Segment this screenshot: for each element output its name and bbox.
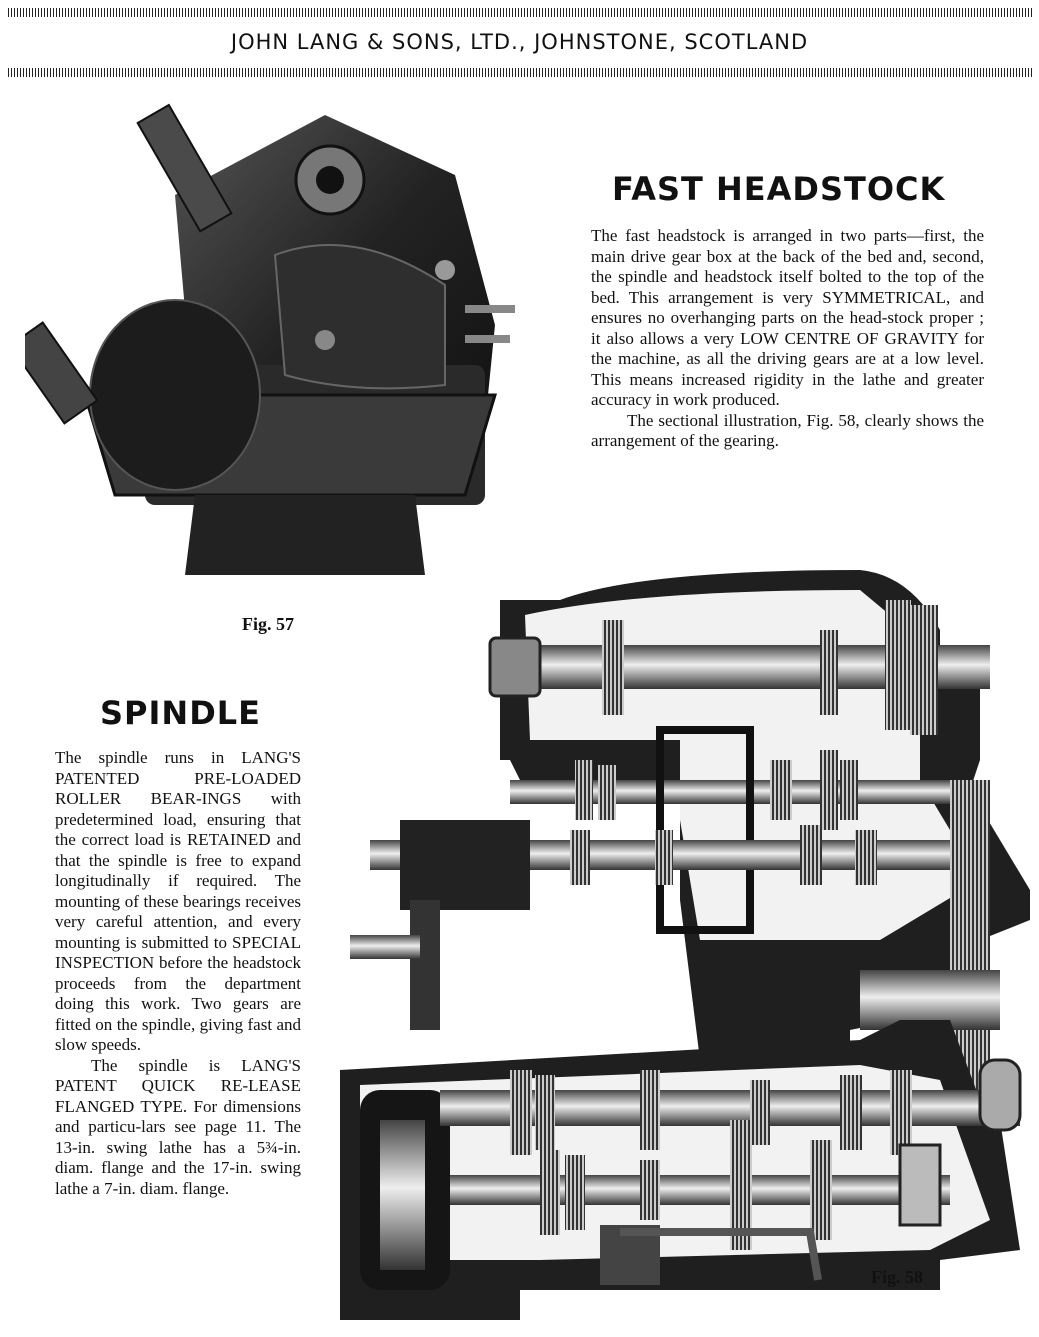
spindle-text (55, 748, 301, 1199)
fast-headstock-heading: FAST HEADSTOCK (612, 170, 946, 208)
fast-headstock-paragraph: The sectional illustration, Fig. 58, clearly shows the arrangement of the gearing. (591, 410, 984, 450)
page-header-title: JOHN LANG & SONS, LTD., JOHNSTONE, SCOTLAND (230, 30, 809, 54)
fast-headstock-paragraph: The fast headstock is arranged in two parts—first, the main drive gear box at the back of the bed and, second, the spindle and headstock itself bolted to the top of the bed. This arrangement is very SYMMETRICAL, and ensures no overhanging parts on the head-stock proper ; it also allows a very LOW CENTRE OF GRAVITY for the machine, as all the driving gears are at a low level. This means increased rigidity in the lathe and greater accuracy in work produced. (591, 226, 984, 409)
fast-headstock-text (591, 226, 984, 452)
spindle-heading: SPINDLE (100, 694, 261, 732)
fig57-caption: Fig. 57 (242, 614, 294, 634)
spindle-paragraph: The spindle is LANG'S PATENT QUICK RE-LEASE FLANGED TYPE. For dimensions and particu-lars see page 11. The 13-in. swing lathe has a 5¾-in. diam. flange and the 17-in. swing lathe a 7-in. diam. flange. (55, 1055, 301, 1198)
fig57-headstock-photo (25, 95, 545, 605)
header-rule-top (8, 8, 1032, 17)
spindle-paragraph: The spindle runs in LANG'S PATENTED PRE-LOADED ROLLER BEAR-INGS with predetermined load, ensuring that the correct load is RETAINED and that the spindle is free to expand longitudinally if required. The mounting of these bearings receives very careful attention, and every mounting is submitted to SPECIAL INSPECTION before the headstock proceeds from the department doing this work. Two gears are fitted on the spindle, giving fast and slow speeds. (55, 748, 301, 1054)
fig58-caption: Fig. 58 (871, 1267, 923, 1287)
fig58-sectional-drawing (340, 560, 1035, 1330)
header-rule-bottom (8, 68, 1032, 77)
